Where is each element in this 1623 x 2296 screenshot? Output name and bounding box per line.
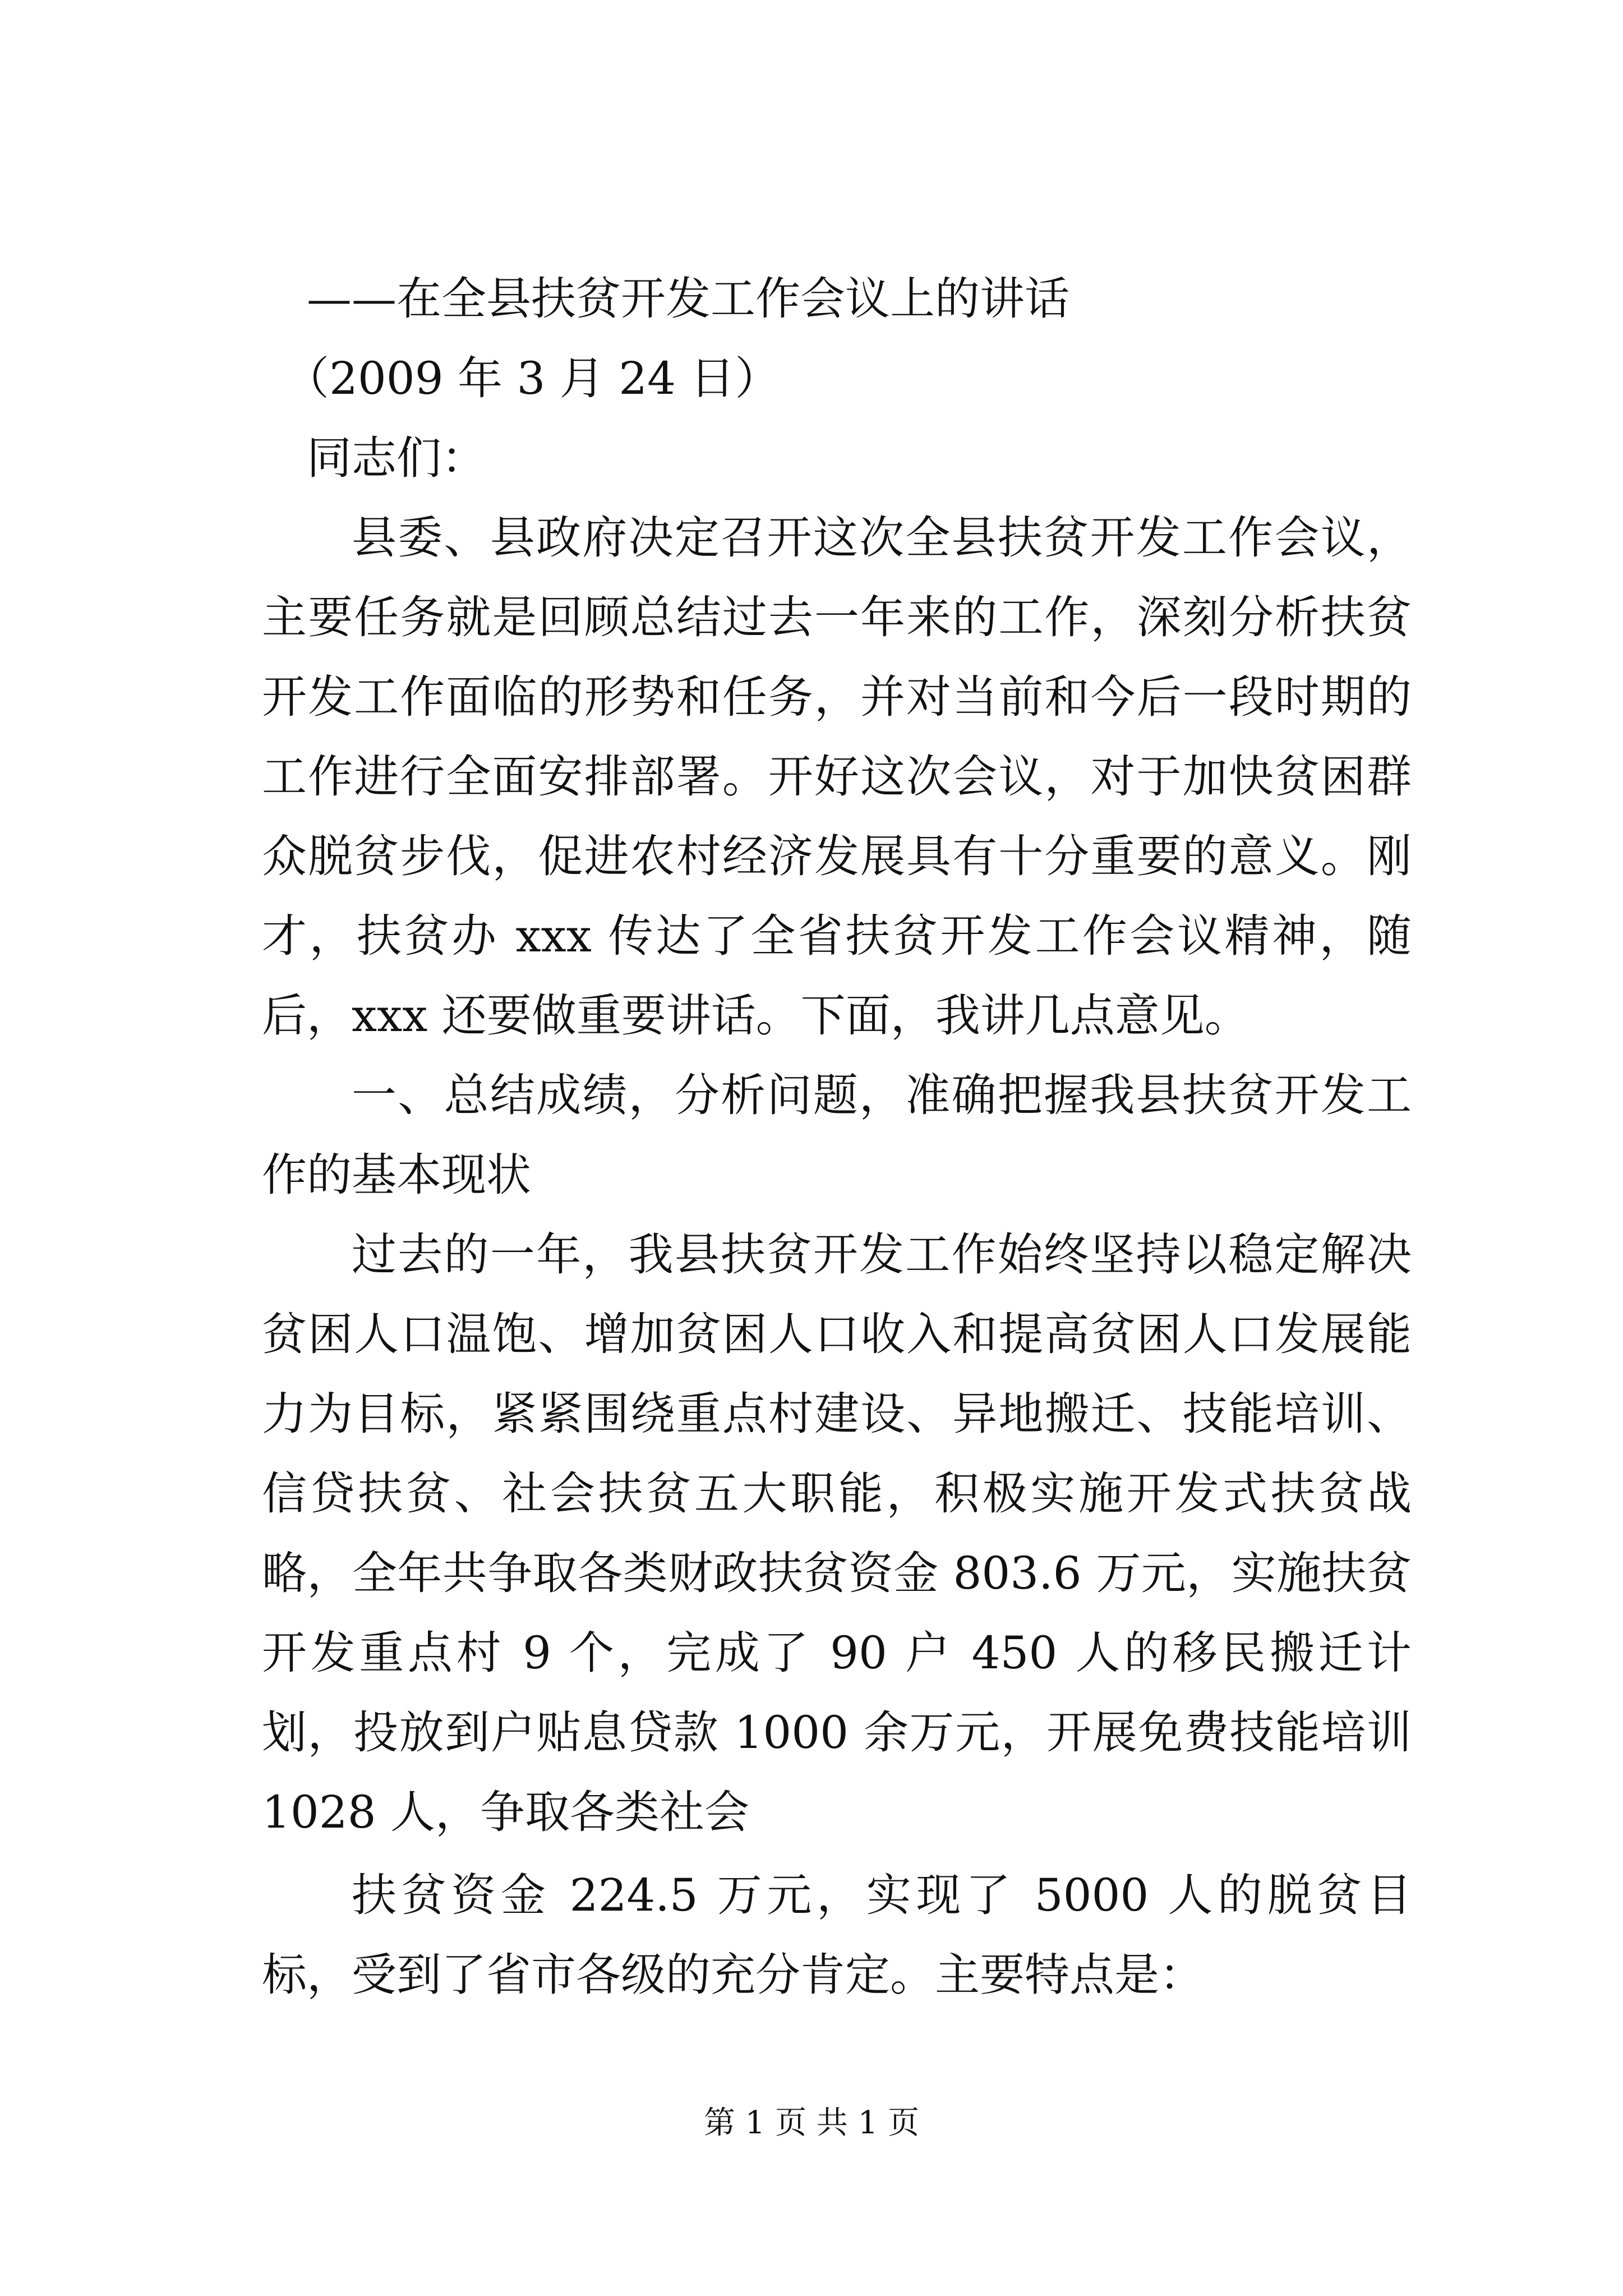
speech-subtitle: ——在全县扶贫开发工作会议上的讲话 [307, 273, 1069, 325]
paragraph-summary: 扶贫资金 224.5 万元，实现了 5000 人的脱贫目标，受到了省市各级的充分肯定。主要特点是： [262, 1869, 1412, 2001]
paragraph-achievements: 过去的一年，我县扶贫开发工作始终坚持以稳定解决贫困人口温饱、增加贫困人口收入和提高贫困人口发展能力为目标，紧紧围绕重点村建设、异地搬迁、技能培训、信贷扶贫、社会扶贫五大职能，积极实施开发式扶贫战略，全年共争取各类财政扶贫资金 803.6 万元，实施扶贫开发重点村 9 个，完成了 90 户 450 人的移民搬迁计划，投放到户贴息贷款 1000 余万元，开展免费技能培训 1028 人，争取各类社会 [262, 1228, 1412, 1838]
paragraph-intro: 县委、县政府决定召开这次全县扶贫开发工作会议，主要任务就是回顾总结过去一年来的工作，深刻分析扶贫开发工作面临的形势和任务，并对当前和今后一段时期的工作进行全面安排部署。开好这次会议，对于加快贫困群众脱贫步伐，促进农村经济发展具有十分重要的意义。刚才，扶贫办 xxx 传达了全省扶贫开发工作会议精神，随后，xxx 还要做重要讲话。下面，我讲几点意见。 [262, 512, 1412, 1042]
document-body [262, 259, 1412, 2015]
salutation: 同志们： [307, 432, 486, 484]
speech-date: （2009 年 3 月 24 日） [284, 352, 780, 404]
section-heading-1: 一、总结成绩，分析问题，准确把握我县扶贫开发工作的基本现状 [262, 1069, 1412, 1201]
page-number-footer: 第 1 页 共 1 页 [703, 2105, 920, 2141]
